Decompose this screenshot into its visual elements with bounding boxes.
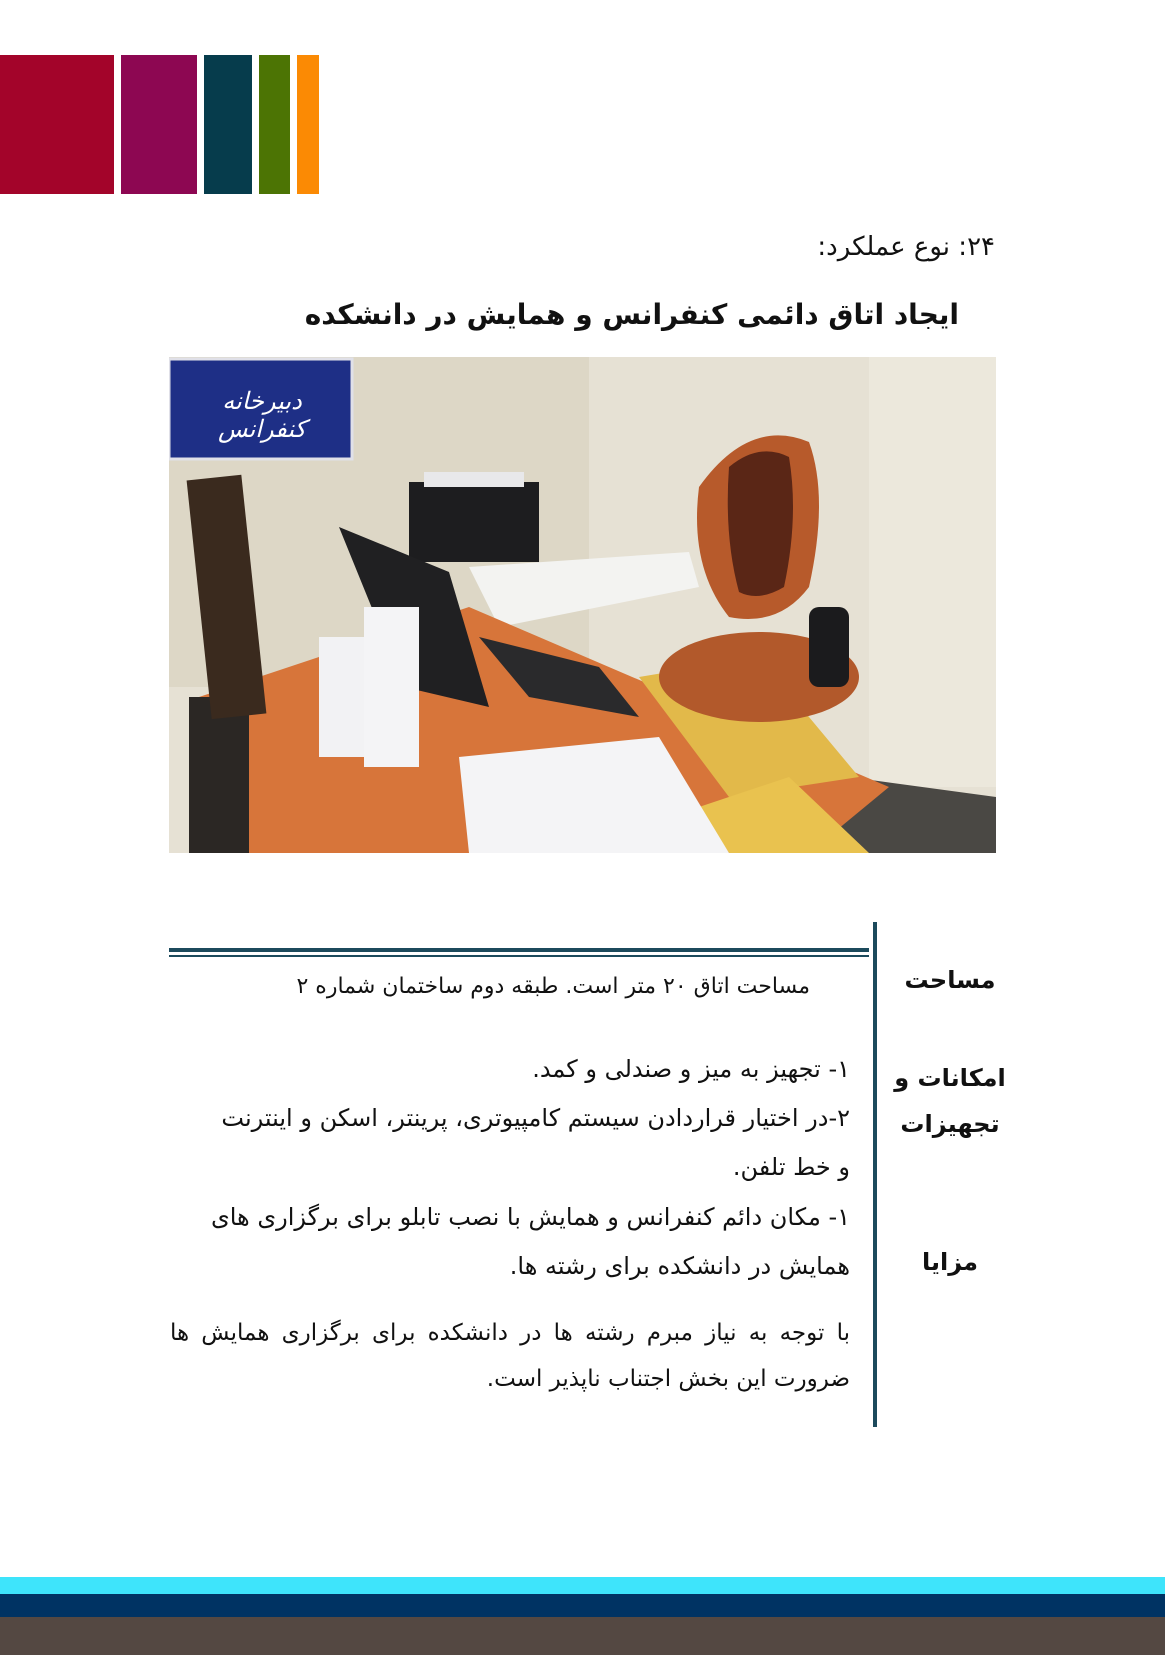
table-column-divider <box>873 922 877 1427</box>
office-photo <box>169 357 996 853</box>
footer-stripe-cyan <box>0 1577 1165 1594</box>
label-benefits: مزایا <box>921 1248 979 1276</box>
facilities-item-2: ۲-در اختیار قراردادن سیستم کامپیوتری، پرینتر، اسکن و اینترنت و خط تلفن. <box>221 1104 850 1181</box>
color-bar-green <box>259 55 290 194</box>
label-facilities <box>885 1055 1015 1147</box>
label-area: مساحت <box>904 966 996 994</box>
sign-text: دبیرخانه کنفرانس <box>218 387 306 443</box>
table-top-rule-thin <box>169 955 869 957</box>
benefits-paragraph: با توجه به نیاز مبرم رشته ها در دانشکده برای برگزاری همایش ها ضرورت این بخش اجتناب ناپذیر است. <box>170 1320 850 1392</box>
footer-stripe-navy <box>0 1594 1165 1617</box>
section-title: ایجاد اتاق دائمی کنفرانس و همایش در دانشکده <box>304 298 959 331</box>
section-number-label: ۲۴: نوع عملکرد: <box>817 232 995 262</box>
area-text: مساحت اتاق ۲۰ متر است. طبقه دوم ساختمان شماره ۲ <box>296 974 810 999</box>
label-facilities-text: امکانات و تجهیزات <box>894 1064 1006 1138</box>
table-top-rule <box>169 948 869 952</box>
color-bar-orange <box>297 55 319 194</box>
color-bar-teal <box>204 55 252 194</box>
benefits-item-1: ۱- مکان دائم کنفرانس و همایش با نصب تابلو برای برگزاری های همایش در دانشکده برای رشته ها. <box>210 1203 850 1280</box>
color-bar-crimson <box>0 55 114 194</box>
color-bar-magenta <box>121 55 197 194</box>
footer-stripe-brown <box>0 1617 1165 1655</box>
facilities-item-1: ۱- تجهیز به میز و صندلی و کمد. <box>532 1055 850 1083</box>
